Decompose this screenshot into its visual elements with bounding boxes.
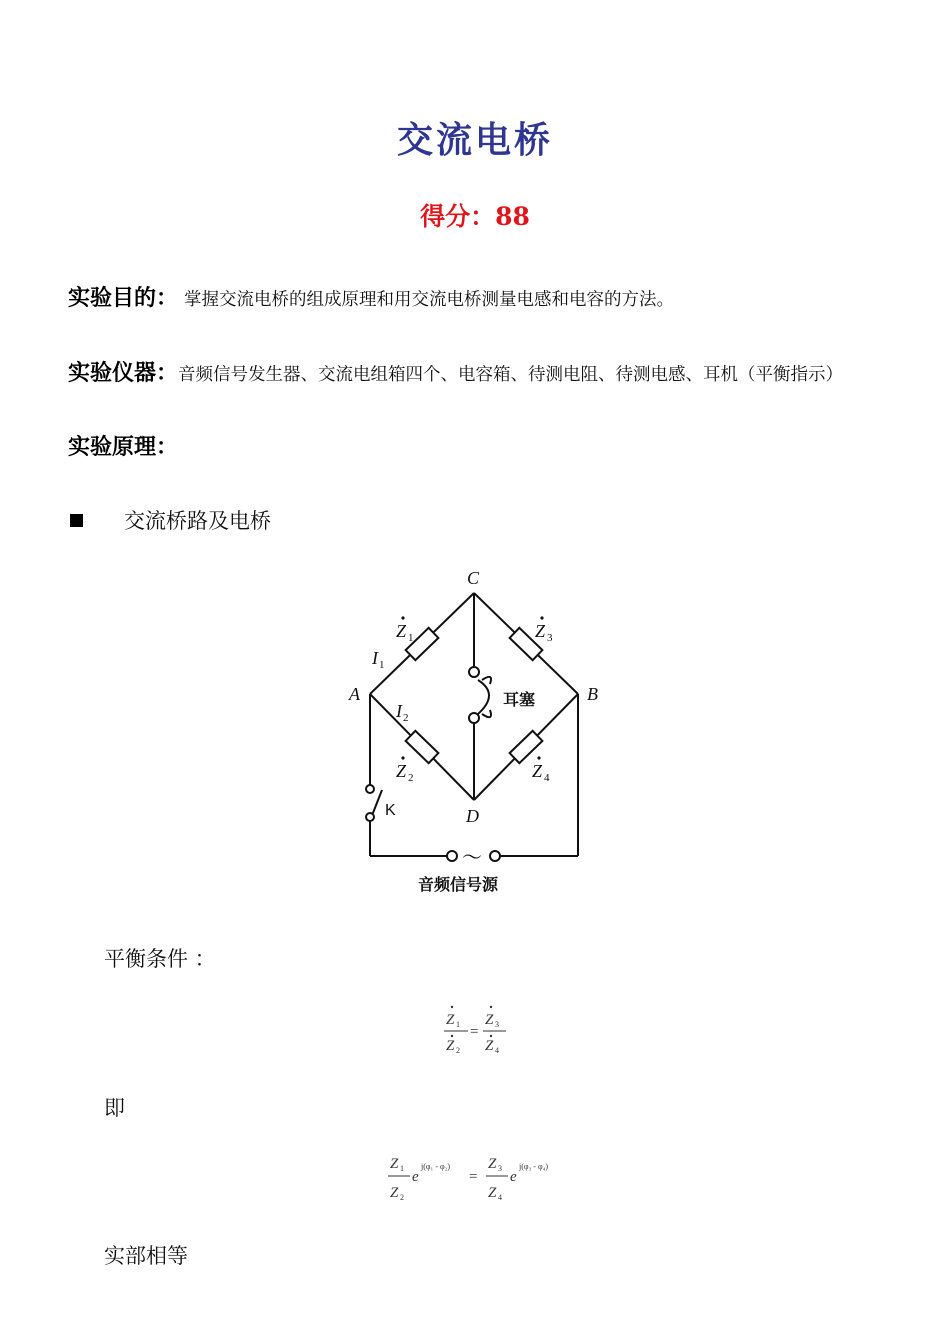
- svg-text:=: =: [470, 1024, 479, 1040]
- svg-text:1: 1: [408, 632, 414, 644]
- svg-text:3: 3: [547, 632, 553, 644]
- earphone-symbol: [478, 680, 489, 714]
- svg-text:4: 4: [544, 772, 550, 784]
- svg-text:Z: Z: [485, 1012, 494, 1028]
- instruments-text: 音频信号发生器、交流电组箱四个、电容箱、待测电阻、待测电感、耳机（平衡指示）: [178, 365, 844, 385]
- source-label: 音频信号源: [418, 875, 499, 894]
- switch-label: K: [385, 802, 396, 819]
- svg-text:1: 1: [400, 1164, 404, 1173]
- balance-formula: [440, 1002, 510, 1062]
- earphone-terminal-top: [469, 667, 479, 677]
- principle-label: 实验原理：: [68, 435, 179, 460]
- svg-text:1: 1: [456, 1020, 460, 1029]
- square-bullet-icon: [70, 514, 83, 527]
- svg-text:4: 4: [498, 1193, 502, 1202]
- svg-text:3: 3: [498, 1164, 502, 1173]
- svg-text:j(φ₁ - φ₂): j(φ₁ - φ₂): [421, 1162, 451, 1171]
- node-c-label: C: [467, 568, 480, 588]
- node-a-label: A: [349, 684, 360, 704]
- ji-text: 即: [104, 1096, 125, 1120]
- source-symbol: ～: [462, 845, 482, 869]
- svg-text:4: 4: [495, 1046, 499, 1055]
- page-title: 交流电桥: [396, 120, 553, 161]
- svg-text:2: 2: [403, 712, 409, 724]
- balance-condition-text: 平衡条件 ：: [104, 947, 216, 971]
- svg-text:Z: Z: [390, 1185, 399, 1201]
- earphone-terminal-bottom: [469, 713, 479, 723]
- instruments-label: 实验仪器：: [68, 361, 179, 386]
- svg-text:=: =: [469, 1169, 478, 1185]
- svg-text:j(φ₃ - φ₄): j(φ₃ - φ₄): [519, 1162, 549, 1171]
- instruments-row: [68, 356, 843, 387]
- z4-label: Z: [532, 761, 543, 781]
- i1-label: I: [372, 648, 378, 668]
- node-d-label: D: [466, 806, 479, 826]
- svg-text:Z: Z: [390, 1156, 399, 1172]
- z2-label: Z: [396, 761, 407, 781]
- purpose-text: 掌握交流电桥的组成原理和用交流电桥测量电感和电容的方法。: [184, 290, 675, 310]
- node-b-label: B: [587, 684, 598, 704]
- svg-text:Z: Z: [488, 1185, 497, 1201]
- z1-label: Z: [396, 621, 407, 641]
- svg-text:2: 2: [408, 772, 414, 784]
- real-part-equal-text: 实部相等: [104, 1244, 188, 1268]
- switch-terminal-top: [366, 785, 374, 793]
- impedance-z2-box: [406, 731, 439, 763]
- i2-label: I: [396, 701, 402, 721]
- svg-text:Z: Z: [446, 1012, 455, 1028]
- svg-text:Z: Z: [485, 1038, 494, 1054]
- svg-text:2: 2: [400, 1193, 404, 1202]
- svg-text:2: 2: [456, 1046, 460, 1055]
- phase-formula: [386, 1148, 572, 1206]
- svg-text:3: 3: [495, 1020, 499, 1029]
- switch-terminal-bottom: [366, 813, 374, 821]
- svg-text:Z: Z: [488, 1156, 497, 1172]
- bullet-text: 交流桥路及电桥: [124, 509, 271, 533]
- source-terminal-right: [490, 851, 500, 861]
- bridge-circuit-diagram: [330, 562, 620, 897]
- purpose-row: [68, 281, 674, 312]
- source-terminal-left: [447, 851, 457, 861]
- z3-label: Z: [535, 621, 546, 641]
- earphone-label: 耳塞: [503, 690, 536, 709]
- svg-text:e: e: [412, 1169, 419, 1185]
- principle-row: [68, 430, 178, 461]
- svg-text:Z: Z: [446, 1038, 455, 1054]
- svg-text:1: 1: [379, 659, 385, 671]
- score-heading: 得分：88: [420, 202, 530, 231]
- bullet-item: [70, 505, 271, 535]
- purpose-label: 实验目的：: [68, 286, 179, 311]
- svg-text:e: e: [510, 1169, 517, 1185]
